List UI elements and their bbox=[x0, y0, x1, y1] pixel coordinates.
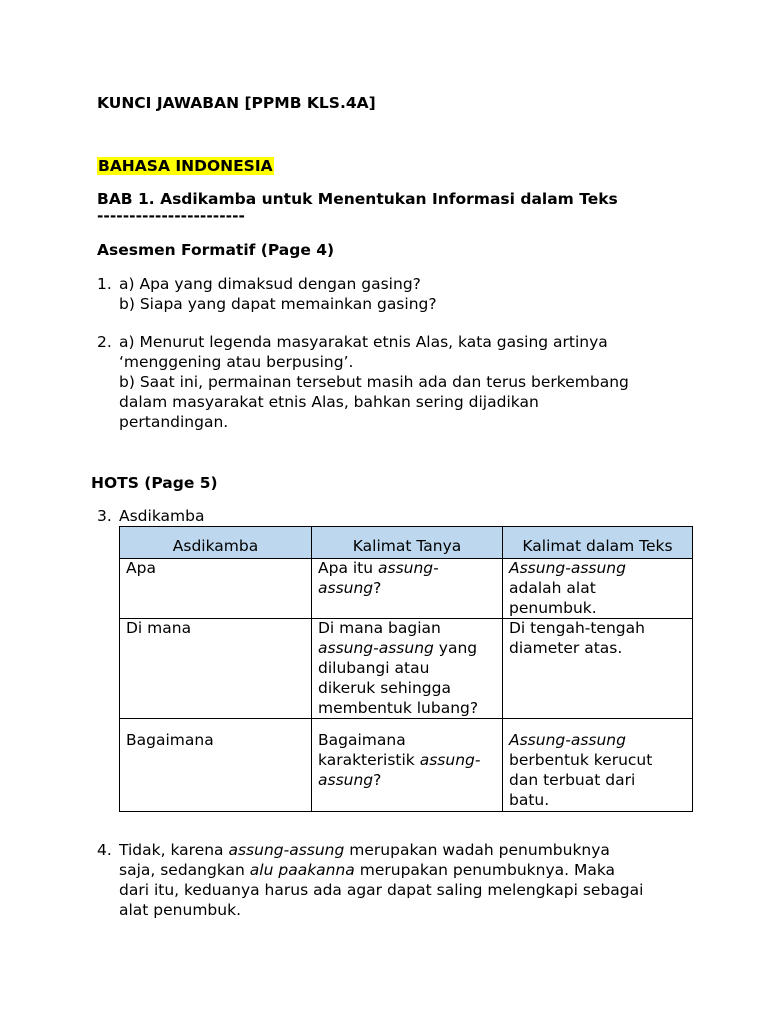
question-2-answer bbox=[119, 332, 629, 432]
table-header-kalimat-tanya: Kalimat Tanya bbox=[312, 527, 503, 559]
question-3-label: Asdikamba bbox=[119, 507, 205, 525]
formative-heading: Asesmen Formatif (Page 4) bbox=[97, 241, 335, 259]
table-row bbox=[120, 559, 693, 619]
table-header-row bbox=[120, 527, 693, 559]
table-cell bbox=[503, 559, 693, 619]
cell-text: adalah alat bbox=[509, 578, 596, 597]
q4-text-italic: assung-assung bbox=[228, 841, 345, 859]
table-cell: Bagaimana bbox=[120, 719, 312, 811]
hots-heading: HOTS (Page 5) bbox=[91, 474, 218, 492]
cell-text: diameter atas. bbox=[509, 639, 623, 658]
table-cell bbox=[503, 619, 693, 719]
chapter-divider: ----------------------- bbox=[97, 207, 245, 225]
cell-text: yang bbox=[433, 639, 478, 658]
q4-text-italic: alu paakanna bbox=[249, 861, 355, 879]
question-1-line-a: a) Apa yang dimaksud dengan gasing? bbox=[119, 275, 421, 293]
q4-text: saja, sedangkan bbox=[119, 861, 250, 879]
cell-text: batu. bbox=[509, 790, 550, 809]
q4-text: merupakan wadah penumbuknya bbox=[344, 841, 610, 859]
table-cell: Apa bbox=[120, 559, 312, 619]
table-cell bbox=[312, 719, 503, 811]
q4-text: Tidak, karena bbox=[119, 841, 229, 859]
question-2-line: pertandingan. bbox=[119, 413, 229, 431]
cell-text-italic: Assung-assung bbox=[509, 731, 626, 750]
question-2-number: 2. bbox=[97, 333, 112, 351]
cell-text: ? bbox=[373, 770, 382, 789]
question-4-line: dari itu, keduanya harus ada agar dapat saling melengkapi sebagai bbox=[119, 881, 644, 899]
table-cell bbox=[503, 719, 693, 811]
cell-text: Di tengah-tengah bbox=[509, 619, 645, 638]
table-row bbox=[120, 719, 693, 811]
cell-text-italic: Assung-assung bbox=[509, 559, 626, 577]
table-cell: Di mana bbox=[120, 619, 312, 719]
cell-text: berbentuk kerucut bbox=[509, 751, 653, 770]
question-2-line: a) Menurut legenda masyarakat etnis Alas, kata gasing artinya bbox=[119, 333, 608, 351]
question-4-line: alat penumbuk. bbox=[119, 901, 241, 919]
cell-text: Apa itu bbox=[318, 559, 379, 577]
q4-text: merupakan penumbuknya. Maka bbox=[354, 861, 616, 879]
cell-text: Di mana bagian bbox=[318, 619, 441, 638]
table-row bbox=[120, 619, 693, 719]
question-3-number: 3. bbox=[97, 507, 112, 525]
question-4-answer bbox=[119, 840, 643, 920]
cell-text: ? bbox=[373, 578, 382, 597]
cell-text: karakteristik bbox=[318, 751, 420, 770]
cell-text: membentuk lubang? bbox=[318, 698, 479, 717]
cell-text-italic: assung- bbox=[378, 559, 439, 577]
cell-text-italic: assung bbox=[318, 770, 374, 789]
table-header-kalimat-dalam-teks: Kalimat dalam Teks bbox=[503, 527, 693, 559]
table-cell bbox=[312, 559, 503, 619]
question-1-number: 1. bbox=[97, 275, 112, 293]
asdikamba-table bbox=[119, 526, 693, 812]
cell-text: penumbuk. bbox=[509, 598, 597, 617]
cell-text-italic: assung bbox=[318, 578, 374, 597]
table-cell bbox=[312, 619, 503, 719]
cell-text-italic: assung-assung bbox=[318, 639, 434, 658]
question-2-line: ‘menggening atau berpusing’. bbox=[119, 353, 354, 371]
cell-text: Bagaimana bbox=[318, 731, 406, 750]
question-4-line bbox=[119, 840, 643, 860]
cell-text-italic: assung- bbox=[419, 751, 481, 770]
document-title: KUNCI JAWABAN [PPMB KLS.4A] bbox=[97, 94, 376, 112]
cell-text: dikeruk sehingga bbox=[318, 678, 451, 697]
chapter-heading: BAB 1. Asdikamba untuk Menentukan Informasi dalam Teks bbox=[97, 190, 618, 208]
question-4-number: 4. bbox=[97, 841, 112, 859]
cell-text: dilubangi atau bbox=[318, 658, 430, 677]
question-2-line: dalam masyarakat etnis Alas, bahkan sering dijadikan bbox=[119, 393, 539, 411]
table-header-asdikamba: Asdikamba bbox=[120, 527, 312, 559]
question-1-line-b: b) Siapa yang dapat memainkan gasing? bbox=[119, 295, 437, 313]
question-4-line bbox=[119, 860, 643, 880]
question-2-line: b) Saat ini, permainan tersebut masih ada dan terus berkembang bbox=[119, 373, 629, 391]
cell-text: dan terbuat dari bbox=[509, 770, 636, 789]
subject-heading: BAHASA INDONESIA bbox=[98, 157, 273, 175]
question-1-answer bbox=[119, 274, 437, 314]
